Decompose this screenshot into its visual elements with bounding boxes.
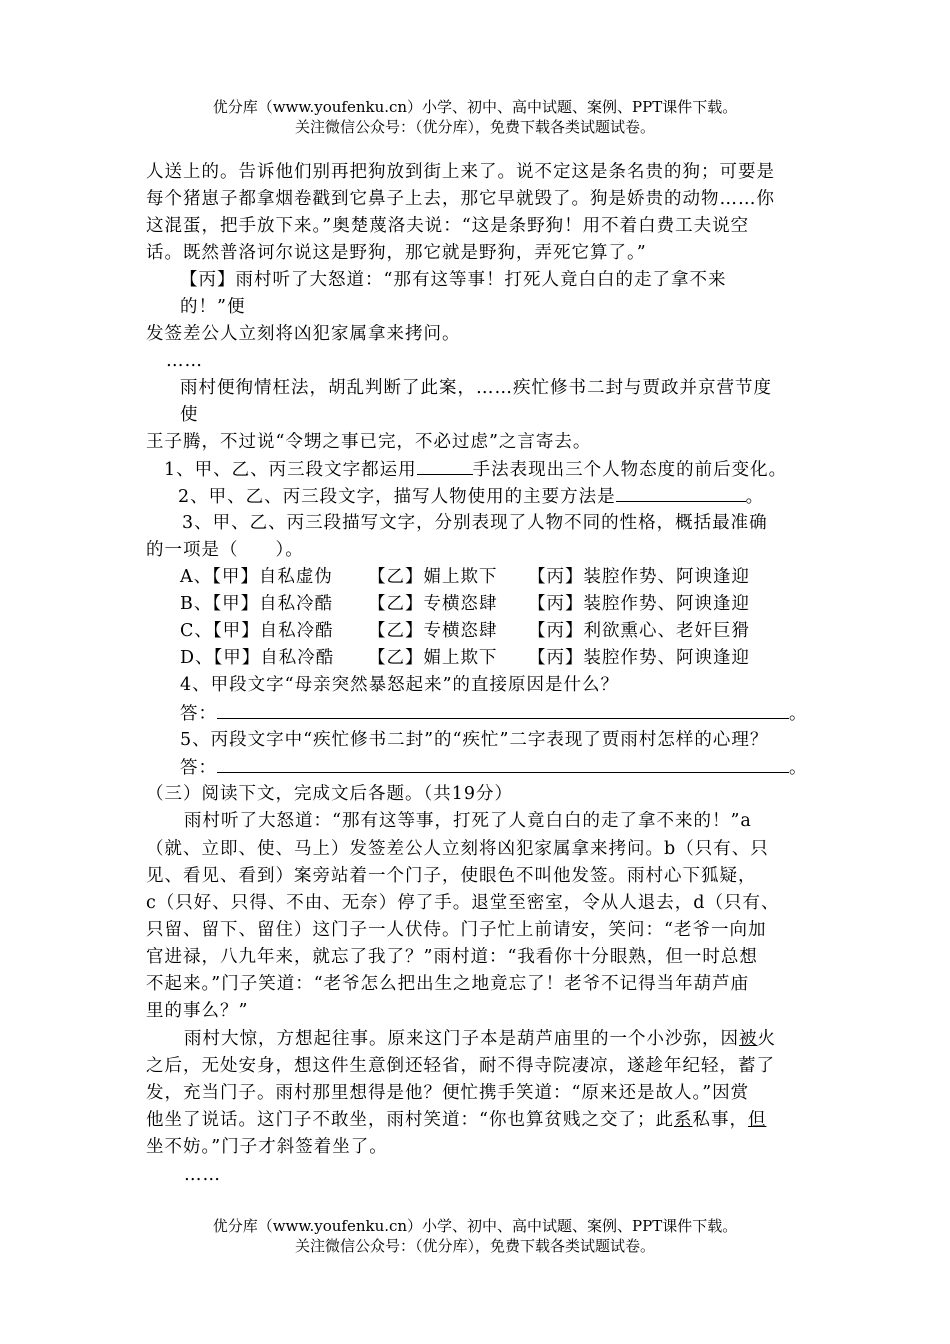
- question-5: 5、丙段文字中“疾忙修书二封”的“疾忙”二字表现了贾雨村怎样的心理？: [180, 730, 769, 750]
- text-run: 雨村大惊，方想起往事。原来这门子本是葫芦庙里的一个小沙弥，因: [184, 1029, 739, 1049]
- page-header: [0, 97, 950, 137]
- section-3-para-2-line: [146, 1107, 766, 1133]
- underlined-word: 系: [673, 1110, 693, 1130]
- option-d[interactable]: [180, 645, 750, 671]
- passage-line: 每个猪崽子都拿烟卷戳到它鼻子上去，那它早就毁了。狗是娇贵的动物……你: [146, 189, 775, 209]
- text-run: 他坐了说话。这门子不敢坐，雨村笑道：“你也算贫贱之交了；此: [146, 1110, 674, 1130]
- question-1: [164, 456, 787, 483]
- option-a[interactable]: [180, 564, 750, 590]
- text-run: 私事，: [692, 1110, 748, 1130]
- option-jia: B、【甲】自私冷酷: [180, 594, 334, 614]
- option-jia: D、【甲】自私冷酷: [180, 648, 335, 668]
- answer-end: 。: [789, 704, 808, 724]
- question-2-prefix: 2、甲、乙、丙三段文字，描写人物使用的主要方法是: [178, 487, 616, 507]
- question-2: [178, 483, 764, 510]
- option-bing: 【丙】利欲熏心、老奸巨猾: [528, 621, 750, 641]
- bing-ellipsis: ……: [166, 351, 203, 371]
- header-line-1: 优分库（www.youfenku.cn）小学、初中、高中试题、案例、PPT课件下载。: [212, 98, 738, 116]
- section-3-ellipsis: ……: [184, 1165, 221, 1185]
- question-4: 4、甲段文字“母亲突然暴怒起来”的直接原因是什么？: [180, 675, 620, 695]
- section-3-para-1-line: 见、看见、看到）案旁站着一个门子，使眼色不叫他发签。雨村心下狐疑，: [146, 866, 757, 886]
- answer-end: 。: [789, 758, 808, 778]
- option-c[interactable]: [180, 618, 750, 644]
- bing-line-2: 的！”便: [180, 297, 246, 317]
- option-jia: C、【甲】自私冷酷: [180, 621, 334, 641]
- passage-line: 这混蛋，把手放下来。”奥楚蔑洛夫说：“这是条野狗！用不着白费工夫说空: [146, 216, 750, 236]
- answer-label: 答：: [180, 758, 217, 778]
- option-yi: 【乙】专横恣肆: [368, 594, 498, 614]
- underlined-word: 被: [739, 1029, 758, 1049]
- bing-line-3: 发签差公人立刻将凶犯家属拿来拷问。: [146, 324, 461, 344]
- section-3-para-2-line: 坐不妨。”门子才斜签着坐了。: [146, 1137, 388, 1157]
- footer-line-2: 关注微信公众号：（优分库），免费下载各类试题试卷。: [294, 1237, 655, 1255]
- section-3-para-2-line: 发，充当门子。雨村那里想得是他？便忙携手笑道：“原来还是故人。”因赏: [146, 1083, 750, 1103]
- option-bing: 【丙】装腔作势、阿谀逢迎: [528, 567, 750, 587]
- question-3-cont: 的一项是（ ）。: [146, 540, 304, 560]
- question-1-suffix: 手法表现出三个人物态度的前后变化。: [472, 460, 788, 480]
- section-3-para-1-line: 只留、留下、留住）这门子一人伏侍。门子忙上前请安，笑问：“老爷一向加: [146, 920, 767, 940]
- passage-line: 话。既然普洛诃尔说这是野狗，那它就是野狗，弄死它算了。”: [146, 243, 647, 263]
- section-3-para-1-line: 官进禄，八九年来，就忘了我了？”雨村道：“我看你十分眼熟，但一时总想: [146, 947, 758, 967]
- section-3-para-1-line: 雨村听了大怒道：“那有这等事，打死了人竟白白的走了拿不来的！”a: [184, 811, 752, 831]
- page-footer: [0, 1216, 950, 1256]
- answer-blank[interactable]: [217, 754, 789, 773]
- section-3-title: （三）阅读下文，完成文后各题。（共19分）: [146, 784, 514, 804]
- answer-blank[interactable]: [217, 700, 789, 719]
- bing-line-4: 雨村便徇情枉法，胡乱判断了此案，……疾忙修书二封与贾政并京营节度: [180, 378, 772, 398]
- option-yi: 【乙】媚上欺下: [368, 567, 498, 587]
- section-3-para-2-line: 之后，无处安身，想这件生意倒还轻省，耐不得寺院凄凉，遂趁年纪轻，蓄了: [146, 1056, 775, 1076]
- answer-line-5: [180, 754, 808, 781]
- section-3-para-1-line: 不起来。”门子笑道：“老爷怎么把出生之地竟忘了！老爷不记得当年葫芦庙: [146, 974, 750, 994]
- option-bing: 【丙】装腔作势、阿谀逢迎: [528, 594, 750, 614]
- answer-blank[interactable]: [417, 456, 473, 475]
- option-yi: 【乙】专横恣肆: [368, 621, 498, 641]
- answer-blank[interactable]: [616, 483, 746, 502]
- option-yi: 【乙】媚上欺下: [368, 648, 498, 668]
- passage-line: 人送上的。告诉他们别再把狗放到街上来了。说不定这是条名贵的狗；可要是: [146, 162, 775, 182]
- bing-line-1: 【丙】雨村听了大怒道：“那有这等事！打死人竟白白的走了拿不来: [180, 270, 727, 290]
- question-1-prefix: 1、甲、乙、丙三段文字都运用: [164, 460, 417, 480]
- header-line-2: 关注微信公众号：（优分库），免费下载各类试题试卷。: [294, 118, 655, 136]
- section-3-para-2-line: [184, 1026, 776, 1052]
- question-2-suffix: 。: [745, 487, 765, 507]
- bing-line-5: 使: [180, 405, 199, 425]
- answer-label: 答：: [180, 704, 217, 724]
- underlined-word: 但: [747, 1110, 767, 1130]
- option-bing: 【丙】装腔作势、阿谀逢迎: [528, 648, 750, 668]
- section-3-para-1-line: 里的事么？”: [146, 1001, 249, 1021]
- section-3-para-1-line: c（只好、只得、不由、无奈）停了手。退堂至密室，令从人退去，d（只有、: [146, 893, 780, 913]
- answer-line-4: [180, 700, 808, 727]
- footer-line-1: 优分库（www.youfenku.cn）小学、初中、高中试题、案例、PPT课件下载。: [212, 1217, 738, 1235]
- bing-line-6: 王子腾，不过说“令甥之事已完，不必过虑”之言寄去。: [146, 432, 592, 452]
- option-jia: A、【甲】自私虚伪: [180, 567, 333, 587]
- section-3-para-1-line: （就、立即、使、马上）发签差公人立刻将凶犯家属拿来拷问。b（只有、只: [146, 839, 769, 859]
- question-3: 3、甲、乙、丙三段描写文字，分别表现了人物不同的性格，概括最准确: [182, 513, 768, 533]
- text-run: 火: [757, 1029, 776, 1049]
- option-b[interactable]: [180, 591, 750, 617]
